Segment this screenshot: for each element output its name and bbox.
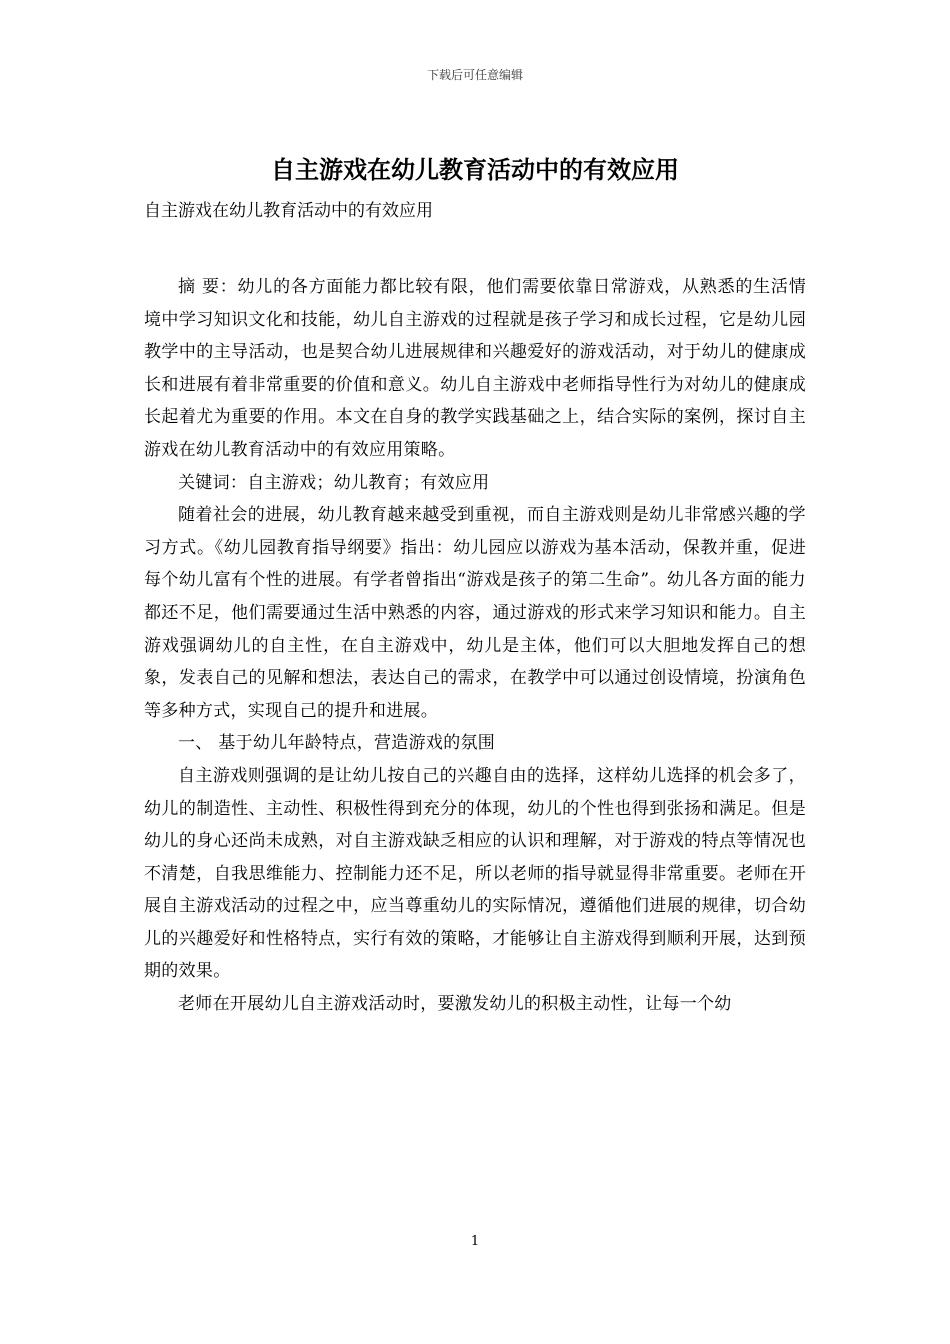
keywords-paragraph: 关键词：自主游戏；幼儿教育；有效应用 bbox=[178, 472, 490, 493]
header-note: 下载后可任意编辑 bbox=[426, 68, 523, 82]
abstract-paragraph: 摘 要：幼儿的各方面能力都比较有限，他们需要依靠日常游戏，从熟悉的生活情境中学习知识文化和技能，幼儿自主游戏的过程就是孩子学习和成长过程，它是幼儿园教学中的主导活动，也是契合幼儿进展规律和兴趣爱好的游戏活动，对于幼儿的健康成长和进展有着非常重要的价值和意义。幼儿自主游戏中老师指导性行为对幼儿的健康成长起着尤为重要的作用。本文在自身的教学实践基础之上，结合实际的案例，探讨自主游戏在幼儿教育活动中的有效应用策略。 bbox=[144, 277, 806, 460]
document-subtitle: 自主游戏在幼儿教育活动中的有效应用 bbox=[144, 201, 433, 221]
page-number: 1 bbox=[470, 1234, 480, 1249]
section-paragraph-continued: 老师在开展幼儿自主游戏活动时，要激发幼儿的积极主动性，让每一个幼 bbox=[178, 994, 732, 1015]
section-paragraph: 自主游戏则强调的是让幼儿按自己的兴趣自由的选择，这样幼儿选择的机会多了，幼儿的制造性、主动性、积极性得到充分的体现，幼儿的个性也得到张扬和满足。但是幼儿的身心还尚未成熟，对自主游戏缺乏相应的认识和理解，对于游戏的特点等情况也不清楚，自我思维能力、控制能力还不足，所以老师的指导就显得非常重要。老师在开展自主游戏活动的过程之中，应当尊重幼儿的实际情况，遵循他们进展的规律，切合幼儿的兴趣爱好和性格特点，实行有效的策略，才能够让自主游戏得到顺利开展，达到预期的效果。 bbox=[144, 765, 806, 982]
section-heading: 一、 基于幼儿年龄特点，营造游戏的氛围 bbox=[178, 733, 496, 754]
document-body bbox=[144, 271, 806, 1021]
document-title: 自主游戏在幼儿教育活动中的有效应用 bbox=[271, 156, 679, 184]
intro-paragraph: 随着社会的进展，幼儿教育越来越受到重视，而自主游戏则是幼儿非常感兴趣的学习方式。《幼儿园教育指导纲要》指出：幼儿园应以游戏为基本活动，保教并重，促进每个幼儿富有个性的进展。有学者曾指出“游戏是孩子的第二生命”。幼儿各方面的能力都还不足，他们需要通过生活中熟悉的内容，通过游戏的形式来学习知识和能力。自主游戏强调幼儿的自主性，在自主游戏中，幼儿是主体，他们可以大胆地发挥自己的想象，发表自己的见解和想法，表达自己的需求，在教学中可以通过创设情境，扮演角色等多种方式，实现自己的提升和进展。 bbox=[144, 505, 806, 721]
